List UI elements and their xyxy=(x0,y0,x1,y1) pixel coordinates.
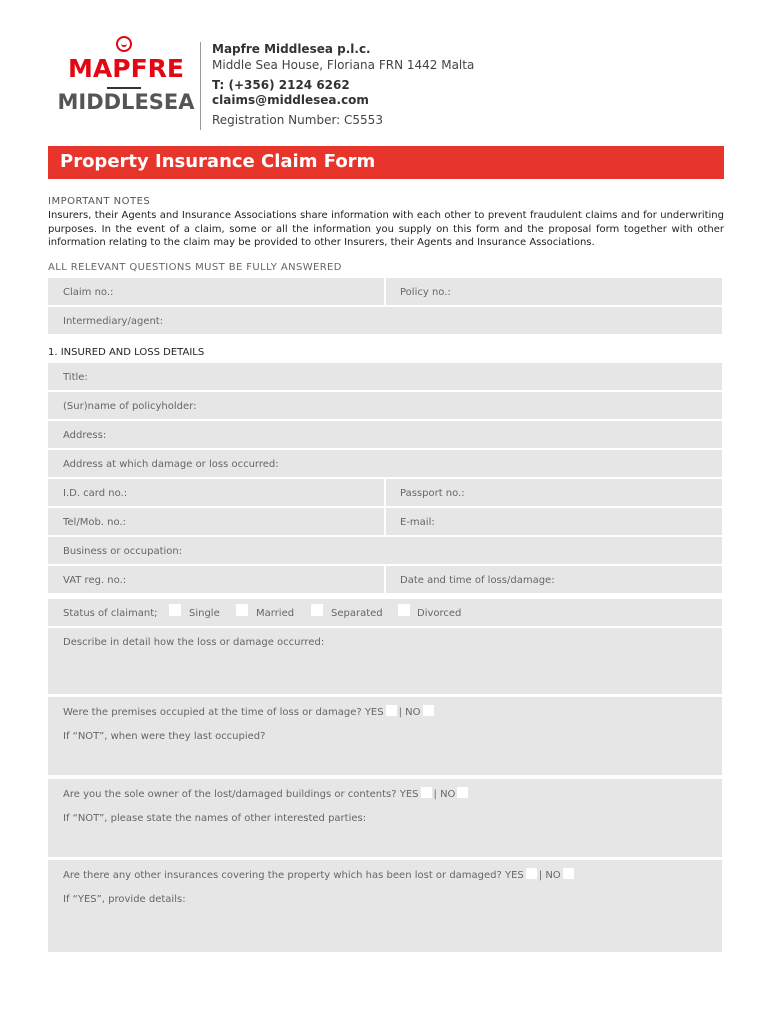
loss-address-field[interactable]: Address at which damage or loss occurred: xyxy=(63,459,279,470)
field-separator xyxy=(384,479,386,506)
single-label: Single xyxy=(189,608,220,619)
describe-label: Describe in detail how the loss or damage occurred: xyxy=(63,637,325,648)
title-field[interactable]: Title: xyxy=(63,372,88,383)
intermediary-field[interactable]: Intermediary/agent: xyxy=(63,316,164,327)
important-notes-text: Insurers, their Agents and Insurance Associations share information with each other to prevent fraudulent claims and for underwriting purposes. In the event of a claim, some or all the information you supply on this form and the proposal form together with other information relating to the claim may be provided to other Insurers, their Agents and Insurance Associations. xyxy=(48,210,724,248)
owner-no-label: | NO xyxy=(433,789,456,800)
intermediary-row xyxy=(48,307,722,334)
section1-heading: 1. INSURED AND LOSS DETAILS xyxy=(48,347,205,358)
occupied-no-checkbox[interactable] xyxy=(423,705,434,716)
status-row xyxy=(48,599,722,626)
date-time-field[interactable]: Date and time of loss/damage: xyxy=(400,575,555,586)
occupied-question-block xyxy=(48,697,722,775)
owner-followup[interactable]: If “NOT”, please state the names of other interested parties: xyxy=(63,813,367,824)
email-field[interactable]: E-mail: xyxy=(400,517,435,528)
company-email: claims@middlesea.com xyxy=(212,93,369,107)
surname-field[interactable]: (Sur)name of policyholder: xyxy=(63,401,197,412)
surname-row xyxy=(48,392,722,419)
occupied-yes-checkbox[interactable] xyxy=(386,705,397,716)
vat-date-row xyxy=(48,566,722,593)
single-checkbox[interactable] xyxy=(169,604,181,616)
status-label: Status of claimant; xyxy=(63,608,158,619)
occupied-question-text: Were the premises occupied at the time of loss or damage? YES xyxy=(63,707,384,718)
address-row xyxy=(48,421,722,448)
owner-question xyxy=(63,787,470,800)
divorced-checkbox[interactable] xyxy=(398,604,410,616)
other-insurance-yes-checkbox[interactable] xyxy=(526,868,537,879)
address-field[interactable]: Address: xyxy=(63,430,107,441)
occupied-followup[interactable]: If “NOT”, when were they last occupied? xyxy=(63,731,266,742)
other-insurance-no-label: | NO xyxy=(538,870,561,881)
header-divider xyxy=(200,42,201,130)
describe-row[interactable] xyxy=(48,628,722,694)
field-separator xyxy=(384,508,386,535)
owner-no-checkbox[interactable] xyxy=(457,787,468,798)
claim-policy-row xyxy=(48,278,722,305)
form-title: Property Insurance Claim Form xyxy=(60,151,376,172)
logo-divider xyxy=(107,87,141,89)
field-separator xyxy=(384,278,386,305)
vat-field[interactable]: VAT reg. no.: xyxy=(63,575,127,586)
id-card-field[interactable]: I.D. card no.: xyxy=(63,488,128,499)
passport-field[interactable]: Passport no.: xyxy=(400,488,465,499)
logo-middlesea-text: MIDDLESEA xyxy=(57,90,195,114)
business-row xyxy=(48,537,722,564)
other-insurance-question-block xyxy=(48,860,722,952)
married-checkbox[interactable] xyxy=(236,604,248,616)
important-notes-heading: IMPORTANT NOTES xyxy=(48,196,151,207)
owner-question-text: Are you the sole owner of the lost/damaged buildings or contents? YES xyxy=(63,789,419,800)
owner-question-block xyxy=(48,779,722,857)
tel-email-row xyxy=(48,508,722,535)
mapfre-logo-icon xyxy=(116,36,132,52)
separated-label: Separated xyxy=(331,608,383,619)
company-registration: Registration Number: C5553 xyxy=(212,113,383,127)
field-separator xyxy=(384,566,386,593)
tel-field[interactable]: Tel/Mob. no.: xyxy=(63,517,126,528)
company-telephone: T: (+356) 2124 6262 xyxy=(212,78,350,92)
form-title-bar xyxy=(48,146,724,179)
married-label: Married xyxy=(256,608,295,619)
other-insurance-question-text: Are there any other insurances covering the property which has been lost or damaged? YES xyxy=(63,870,524,881)
claim-no-field[interactable]: Claim no.: xyxy=(63,287,114,298)
other-insurance-followup[interactable]: If “YES”, provide details: xyxy=(63,894,186,905)
company-name: Mapfre Middlesea p.l.c. xyxy=(212,42,371,56)
logo-mapfre-text: MAPFRE xyxy=(68,54,184,83)
loss-address-row xyxy=(48,450,722,477)
divorced-label: Divorced xyxy=(417,608,462,619)
policy-no-field[interactable]: Policy no.: xyxy=(400,287,451,298)
separated-checkbox[interactable] xyxy=(311,604,323,616)
occupied-question xyxy=(63,705,436,718)
company-address: Middle Sea House, Floriana FRN 1442 Malta xyxy=(212,58,475,72)
business-field[interactable]: Business or occupation: xyxy=(63,546,183,557)
owner-yes-checkbox[interactable] xyxy=(421,787,432,798)
id-passport-row xyxy=(48,479,722,506)
title-row xyxy=(48,363,722,390)
other-insurance-no-checkbox[interactable] xyxy=(563,868,574,879)
other-insurance-question xyxy=(63,868,576,881)
occupied-no-label: | NO xyxy=(398,707,421,718)
required-heading: ALL RELEVANT QUESTIONS MUST BE FULLY ANSWERED xyxy=(48,262,342,273)
